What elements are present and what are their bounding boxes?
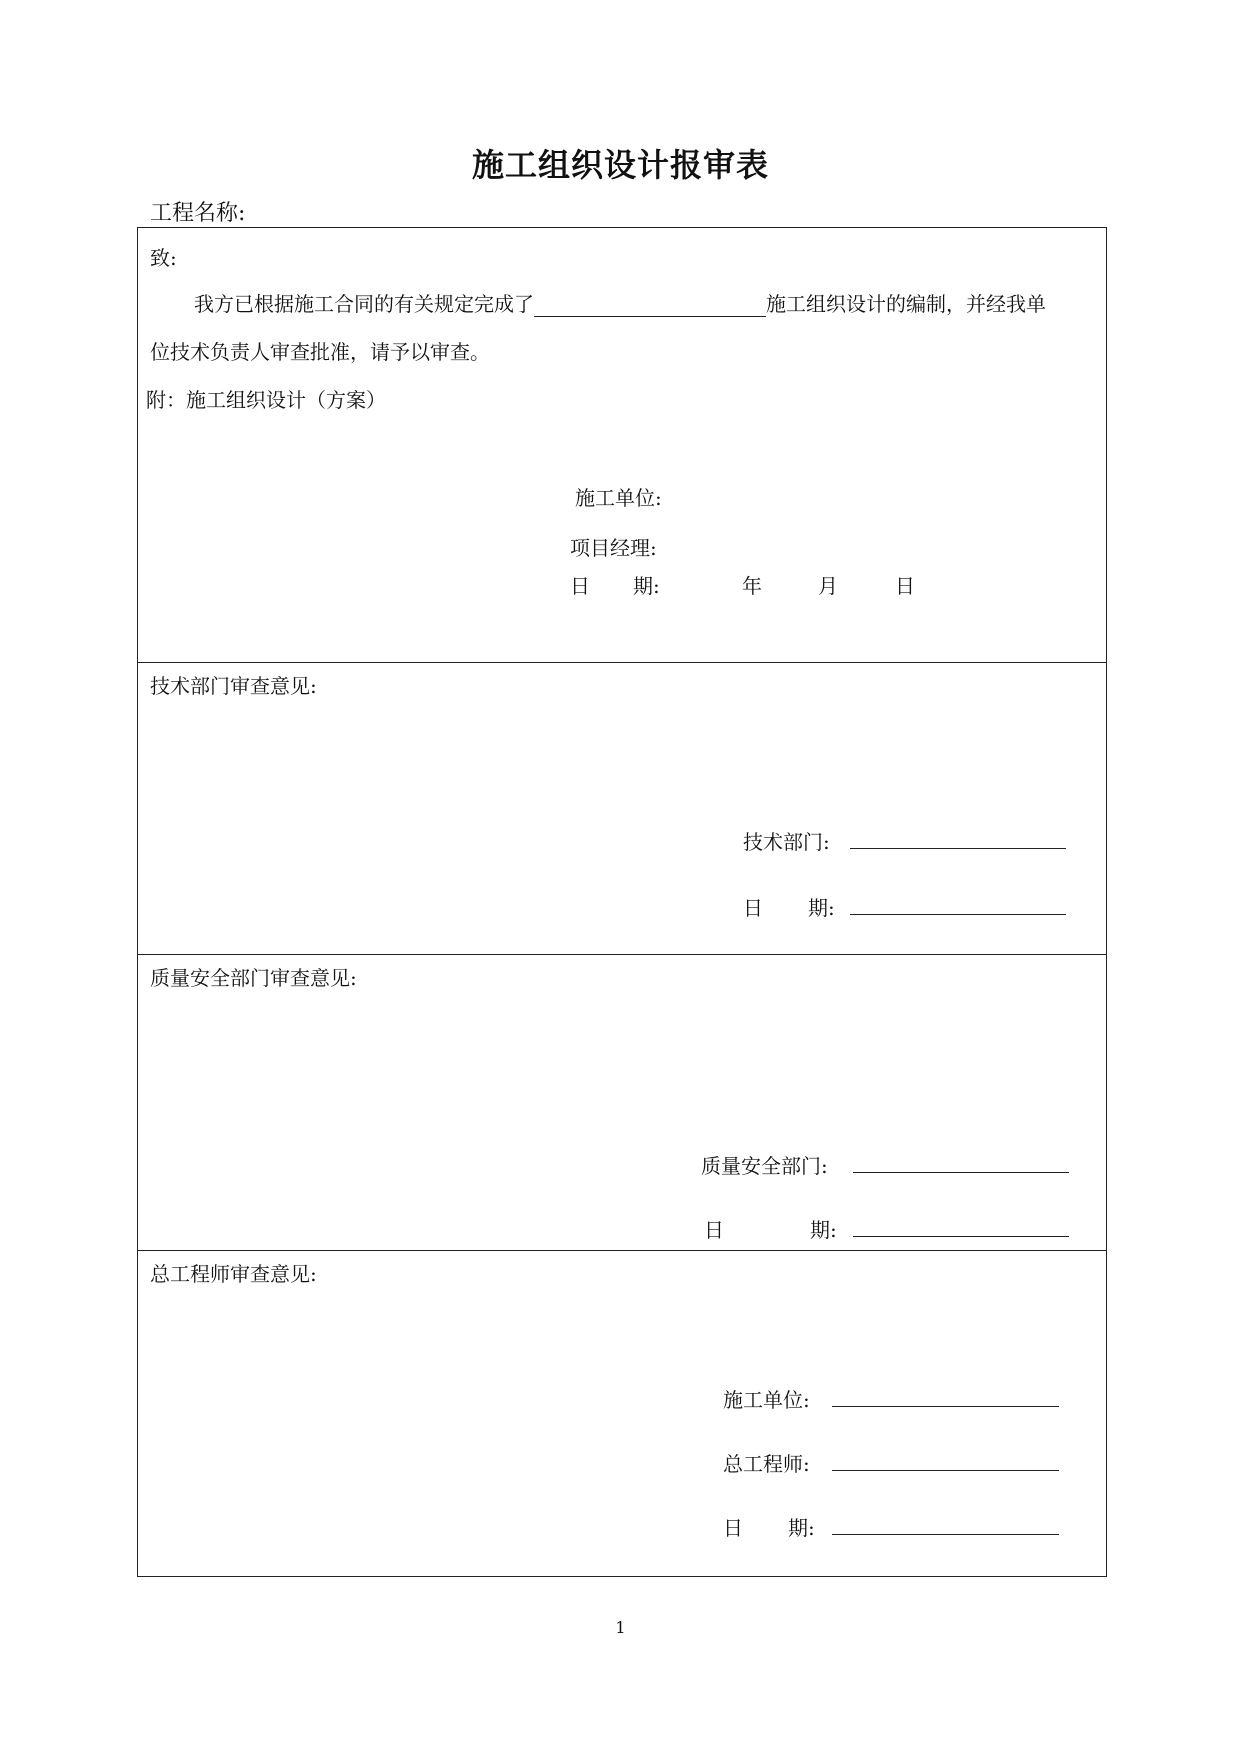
- day-label: 日: [895, 574, 915, 598]
- tech-date-period-label: 期:: [808, 896, 835, 920]
- quality-dept-label: 质量安全部门:: [701, 1154, 828, 1178]
- tech-review-heading: 技术部门审查意见:: [150, 674, 317, 698]
- project-name-label: 工程名称:: [150, 201, 246, 226]
- quality-dept-signature-line[interactable]: [853, 1152, 1069, 1173]
- quality-review-heading: 质量安全部门审查意见:: [150, 966, 357, 990]
- quality-date-period-label: 期:: [810, 1218, 837, 1242]
- month-label: 月: [818, 574, 838, 598]
- chief-date-period-label: 期:: [788, 1516, 815, 1540]
- submission-date-day-char: 日: [570, 574, 590, 598]
- design-name-blank[interactable]: [534, 296, 766, 317]
- chief-engineer-line[interactable]: [832, 1450, 1059, 1471]
- submission-date-period-label: 期:: [633, 574, 660, 598]
- chief-engineer-label: 总工程师:: [723, 1452, 810, 1476]
- section-divider: [138, 1250, 1106, 1251]
- chief-contractor-line[interactable]: [832, 1386, 1059, 1407]
- section-divider: [138, 954, 1106, 955]
- chief-date-line[interactable]: [832, 1514, 1059, 1535]
- body-part1: 我方已根据施工合同的有关规定完成了: [194, 292, 534, 316]
- tech-date-day-char: 日: [743, 896, 763, 920]
- section-divider: [138, 662, 1106, 663]
- contractor-label: 施工单位:: [575, 486, 662, 510]
- tech-date-line[interactable]: [850, 894, 1066, 915]
- to-label: 致:: [150, 246, 177, 270]
- tech-dept-signature-line[interactable]: [850, 828, 1066, 849]
- review-form-table: [137, 227, 1107, 1577]
- quality-date-line[interactable]: [853, 1216, 1069, 1237]
- page-number: 1: [615, 1618, 626, 1637]
- year-label: 年: [742, 574, 762, 598]
- attachment-label: 附：施工组织设计（方案）: [146, 388, 386, 412]
- tech-dept-label: 技术部门:: [743, 830, 830, 854]
- project-manager-label: 项目经理:: [570, 536, 657, 560]
- quality-date-day-char: 日: [704, 1218, 724, 1242]
- submission-body-line2: 位技术负责人审查批准，请予以审查。: [150, 340, 490, 364]
- document-title: 施工组织设计报审表: [471, 146, 769, 184]
- chief-review-heading: 总工程师审查意见:: [150, 1262, 317, 1286]
- chief-date-day-char: 日: [723, 1516, 743, 1540]
- chief-contractor-label: 施工单位:: [723, 1388, 810, 1412]
- submission-body-line1: [194, 288, 1046, 317]
- body-part2: 施工组织设计的编制，并经我单: [766, 292, 1046, 316]
